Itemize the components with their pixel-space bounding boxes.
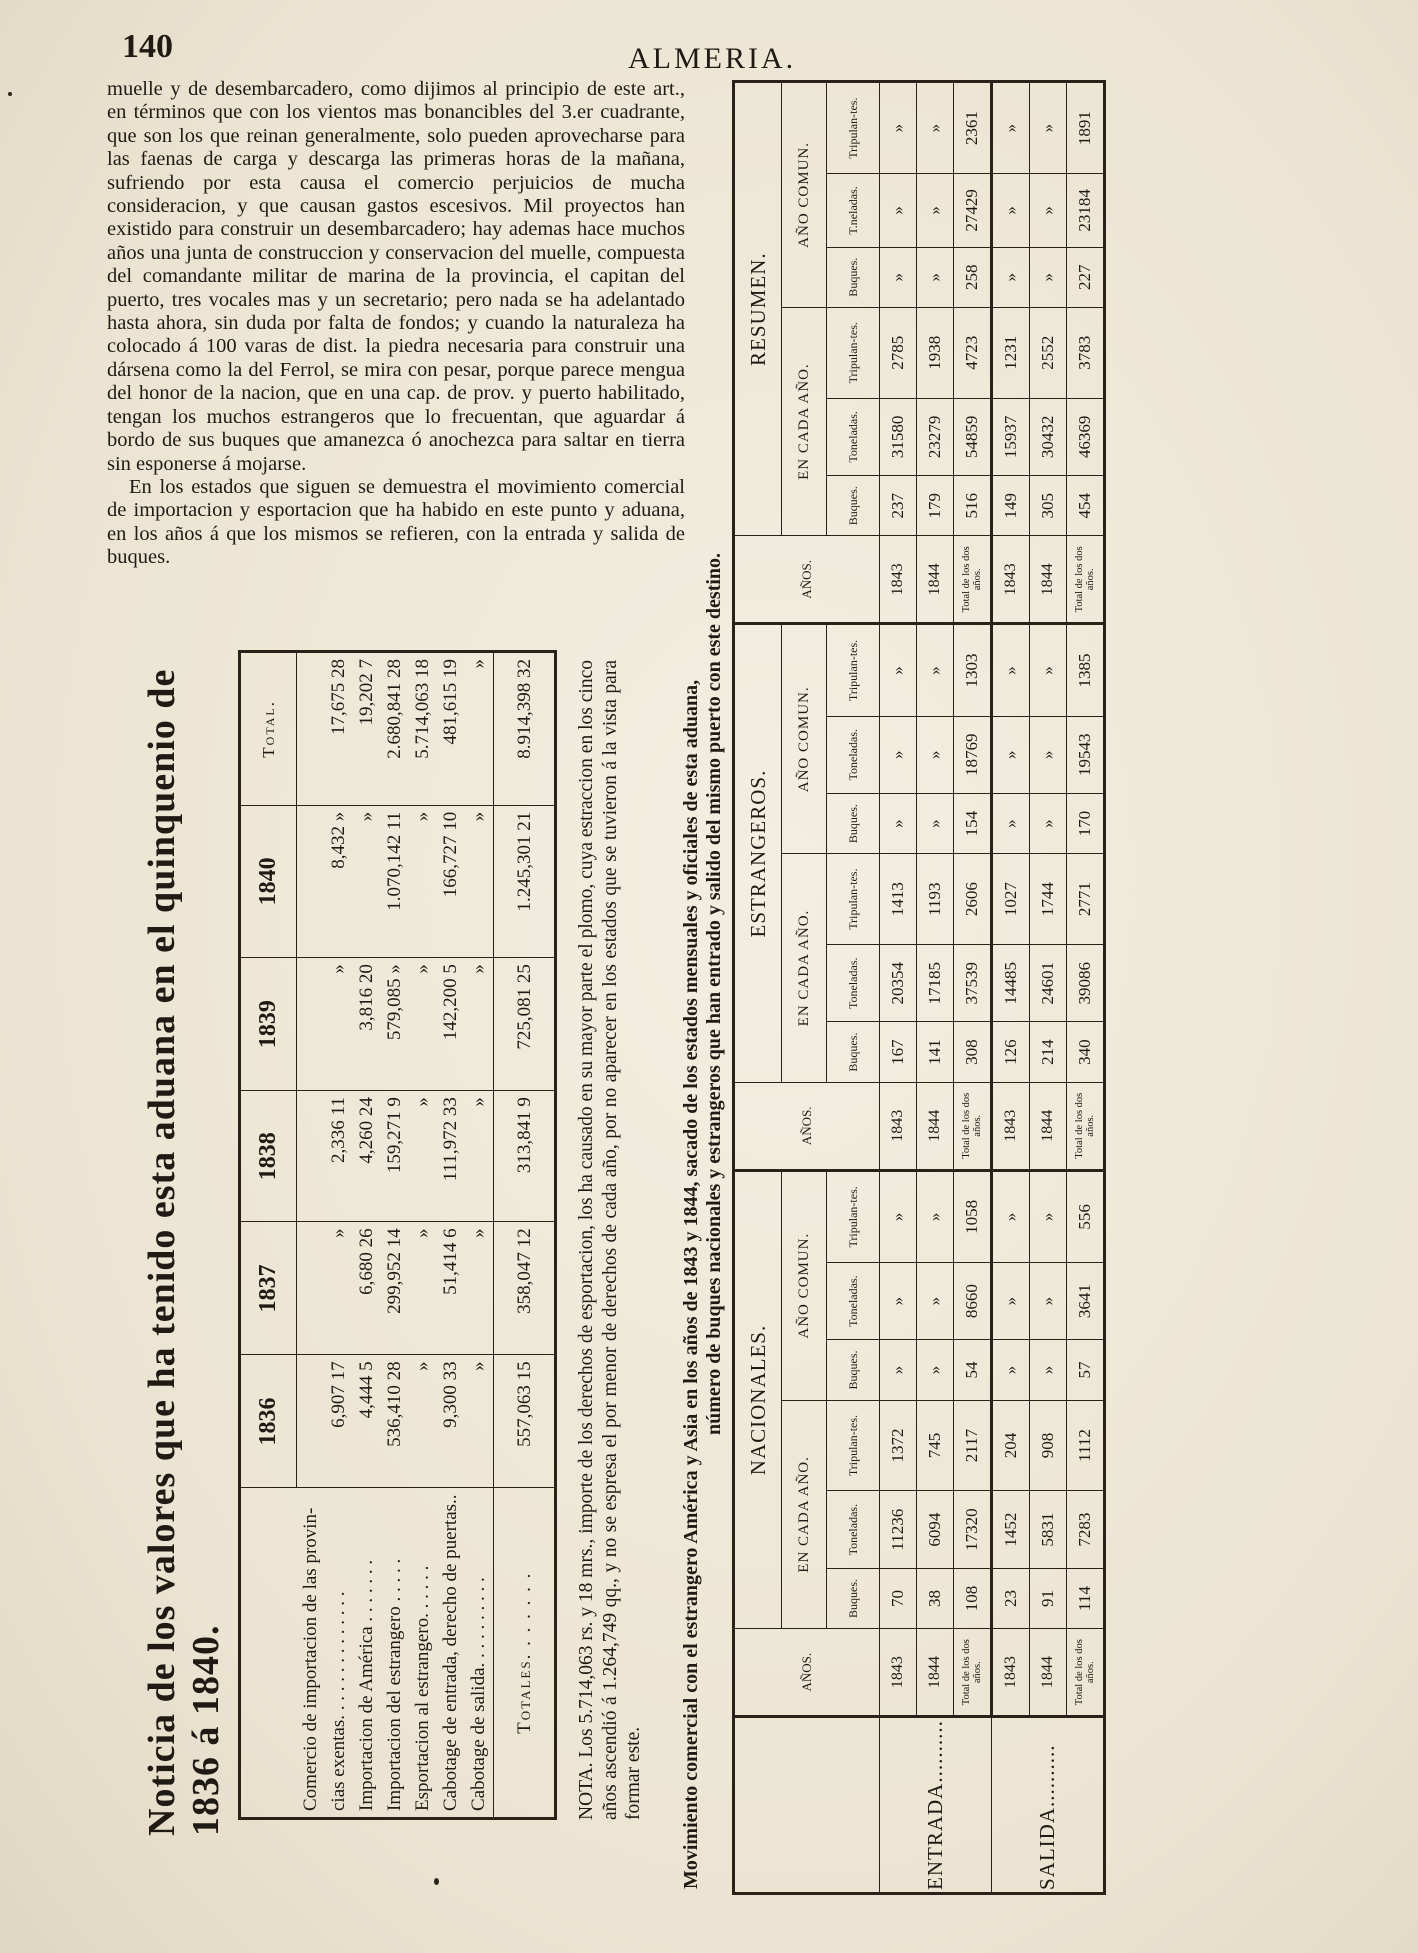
running-title: ALMERIA. — [628, 42, 797, 75]
table2-total-cell: 108 — [954, 1568, 992, 1628]
table2-cell: 908 — [1030, 1400, 1067, 1491]
table1-cell: » — [465, 652, 494, 806]
table2-col-header: Tripulan-tes. — [827, 1170, 880, 1262]
table1-cell — [297, 1222, 326, 1355]
table1-label-header — [240, 1488, 297, 1819]
table1-col-1837: 1837 — [240, 1222, 297, 1355]
customs-values-block — [140, 620, 680, 1840]
table1-cell — [297, 652, 326, 806]
table2-total-cell: 4723 — [954, 307, 992, 398]
table2-col-header: Tripulan-tes. — [827, 624, 880, 716]
table2-cell: 2552 — [1030, 307, 1067, 398]
table2-total-cell: 57 — [1067, 1340, 1105, 1400]
table1-cell: » — [409, 958, 437, 1091]
table1-total-cell: 8.914,398 32 — [494, 652, 556, 806]
table2-en-cada-ano: EN CADA AÑO. — [782, 854, 827, 1083]
table2-year: 1844 — [1030, 1082, 1067, 1170]
table2-cell: » — [992, 1340, 1030, 1400]
table2-total-label: Total de los dos años. — [954, 1629, 992, 1717]
table2-cell: 31580 — [880, 398, 917, 475]
table2-total-label: Total de los dos años. — [1067, 536, 1105, 624]
table2-cell: 1452 — [992, 1491, 1030, 1568]
table1-cell: 159,271 9 — [381, 1091, 409, 1222]
customs-values-table — [238, 650, 557, 1820]
table2-total-cell: 258 — [954, 247, 992, 307]
table1-cell: 3,816 20 — [353, 958, 381, 1091]
body-paragraph-2: En los estados que siguen se demuestra el movimiento comercial de importacion y esportacion que ha habido en este punto y aduana, en los años á que los mismos se refieren, con la entrada y salida de buques. — [107, 475, 685, 569]
table1-cell: » — [465, 1355, 494, 1488]
table2-year: 1844 — [917, 1082, 954, 1170]
table2-cell: » — [880, 624, 917, 716]
table2-en-cada-ano: EN CADA AÑO. — [782, 1400, 827, 1629]
table2-cell: 15937 — [992, 398, 1030, 475]
table2-cell: 126 — [992, 1022, 1030, 1082]
table1-cell: » — [409, 1091, 437, 1222]
table2-cell: 11236 — [880, 1491, 917, 1568]
table2-title — [680, 99, 726, 1889]
table2-cell: 24601 — [1030, 945, 1067, 1022]
ink-speck — [8, 92, 12, 96]
table2-total-cell: 2771 — [1067, 854, 1105, 945]
table2-year-row — [992, 82, 1030, 1894]
table2-col-header: Buques. — [827, 793, 880, 853]
table2-cell: » — [917, 1262, 954, 1339]
table2-total-cell: 1058 — [954, 1170, 992, 1262]
table1-cell: » — [353, 805, 381, 957]
table2-cell: 91 — [1030, 1568, 1067, 1628]
body-paragraph-1: muelle y de desembarcadero, como dijimos al principio de este art., en términos que con los vientos mas bonancibles del 3.er cuadrante, que son los que reinan generalmente, solo pueden aprovecharse para las faenas de carga y descarga las primeras horas de la mañana, sufriendo por esta causa el comercio perjuicios de mucha consideracion, y que causan gastos escesivos. Mil proyectos han existido para construir un desembarcadero; hay ademas hace muchos años una junta de construccion y conservacion del muelle, compuesta del comandante militar de marina de la provincia, el capitan del puerto, tres vocales mas y un secretario; pero nada se ha adelantado hasta ahora, sin duda por falta de fondos; y cuando la naturaleza ha colocado á 100 varas de dist. la piedra necesaria para construir una dársena como la del Ferrol, se mira con pesar, porque parece mengua del honor de la nacion, que en una cap. de prov. y puerto habilitado, tengan los muchos estrangeros que lo frecuentan, que aguardar á bordo de sus buques que amanezca ó anochezca para saltar en tierra sin esponerse á mojarse. — [107, 78, 685, 475]
table2-total-cell: 516 — [954, 476, 992, 536]
table2-cell: » — [1030, 1262, 1067, 1339]
table1-col-1840: 1840 — [240, 805, 297, 957]
table2-cell: » — [880, 716, 917, 793]
table2-col-header: Tripulan-tes. — [827, 307, 880, 398]
table2-cell: » — [1030, 624, 1067, 716]
table1-row — [437, 652, 465, 1819]
table1-total-cell: 1.245,301 21 — [494, 805, 556, 957]
table1-cell: 481,615 19 — [437, 652, 465, 806]
table2-year: 1844 — [917, 536, 954, 624]
table2-subgroup-row — [782, 82, 827, 1894]
table2-en-cada-ano: EN CADA AÑO. — [782, 307, 827, 536]
table2-cell: » — [1030, 1340, 1067, 1400]
table2-total-cell: 39086 — [1067, 945, 1105, 1022]
table2-group-resumen: RESUMEN. — [734, 82, 782, 536]
table1-total-cell: 358,047 12 — [494, 1222, 556, 1355]
table2-cell: 204 — [992, 1400, 1030, 1491]
table2-cell: 1372 — [880, 1400, 917, 1491]
table1-cell — [297, 958, 326, 1091]
table1-row — [325, 652, 353, 1819]
table1-row-label: Importacion de América . . . . . . . — [353, 1488, 381, 1819]
table2-title-line1: Movimiento comercial con el estrangero América y Asia en los años de 1843 y 1844, sacado de los estados mensuales y oficiales de esta aduana, — [680, 679, 702, 1889]
table2-total-cell: 2606 — [954, 854, 992, 945]
table2-section-label: SALIDA.......... — [992, 1717, 1105, 1894]
table2-cell: » — [992, 82, 1030, 174]
table2-cell: » — [992, 174, 1030, 247]
table2-total-cell: 27429 — [954, 174, 992, 247]
table1-cell: » — [465, 958, 494, 1091]
table2-cell: 1027 — [992, 854, 1030, 945]
table1-col-1839: 1839 — [240, 958, 297, 1091]
table1-body — [297, 652, 556, 1819]
table2-col-header: Buques. — [827, 247, 880, 307]
table2-col-header: Buques. — [827, 1340, 880, 1400]
table1-cell: 166,727 10 — [437, 805, 465, 957]
table2-col-header: Toneladas. — [827, 716, 880, 793]
table2-total-cell: 340 — [1067, 1022, 1105, 1082]
page-number: 140 — [122, 28, 173, 65]
table2-cell: » — [880, 247, 917, 307]
table2-section-label: ENTRADA.......... — [880, 1717, 992, 1894]
table2-total-cell: 170 — [1067, 793, 1105, 853]
table2-anos-header: AÑOS. — [734, 1629, 880, 1717]
table2-cell: » — [992, 247, 1030, 307]
table2-cell: 305 — [1030, 476, 1067, 536]
table2-cell: » — [1030, 247, 1067, 307]
table2-cell: » — [917, 1340, 954, 1400]
body-text — [107, 78, 685, 570]
table2-total-cell: 54859 — [954, 398, 992, 475]
table2-year: 1843 — [992, 536, 1030, 624]
table2-total-cell: 556 — [1067, 1170, 1105, 1262]
table2-total-label: Total de los dos años. — [954, 1082, 992, 1170]
table2-total-cell: 1112 — [1067, 1400, 1105, 1491]
table2-total-cell: 54 — [954, 1340, 992, 1400]
table1-cell: 142,200 5 — [437, 958, 465, 1091]
table2-total-label: Total de los dos años. — [954, 536, 992, 624]
table2-cell: 6094 — [917, 1491, 954, 1568]
table2-total-cell: 3783 — [1067, 307, 1105, 398]
table1-cell: 579,085 » — [381, 958, 409, 1091]
table1-cell: » — [465, 805, 494, 957]
table1-cell: 51,414 6 — [437, 1222, 465, 1355]
table2-ano-comun: AÑO COMUN. — [782, 1170, 827, 1400]
table2-cell: 141 — [917, 1022, 954, 1082]
table1-cell — [297, 1355, 326, 1488]
table1-col-total: Total. — [240, 652, 297, 806]
table1-total-cell: 557,063 15 — [494, 1355, 556, 1488]
table2-cell: » — [992, 793, 1030, 853]
table1-cell: 4,444 5 — [353, 1355, 381, 1488]
table1-col-1838: 1838 — [240, 1091, 297, 1222]
table1-row-label: Cabotage de salida. . . . . . . . . . — [465, 1488, 494, 1819]
table2-title-line2: número de buques nacionales y estrangeros que han entrado y salido del mismo puerto con este destino. — [703, 552, 725, 1436]
table2-cell: » — [1030, 1170, 1067, 1262]
table2-cell: 149 — [992, 476, 1030, 536]
table2-year: 1843 — [992, 1629, 1030, 1717]
table2-total-cell: 308 — [954, 1022, 992, 1082]
table2-total-cell: 19543 — [1067, 716, 1105, 793]
table2-cell: » — [917, 174, 954, 247]
table2-cell: 30432 — [1030, 398, 1067, 475]
table2-total-row — [1067, 82, 1105, 1894]
table2-cell: » — [1030, 82, 1067, 174]
table2-year: 1843 — [992, 1082, 1030, 1170]
commerce-movement-block — [680, 80, 1305, 1895]
table2-cell: » — [880, 1340, 917, 1400]
table1-row — [297, 652, 326, 1819]
table2-year-row — [917, 82, 954, 1894]
table2-cell: » — [1030, 716, 1067, 793]
table2-total-cell: 2361 — [954, 82, 992, 174]
table1-cell: 1.070,142 11 — [381, 805, 409, 957]
table2-cell: 745 — [917, 1400, 954, 1491]
table2-total-cell: 7283 — [1067, 1491, 1105, 1568]
ink-speck — [434, 1878, 439, 1885]
table1-note: NOTA. Los 5.714,063 rs. y 18 mrs., importe de los derechos de esportacion, los ha causado en su mayor parte el plomo, cuya estraccion en los cinco años ascendió á 1.264,749 qq., y no se espresa el por menor de derechos de cada año, por no aparecer en los estados que se tuvieron á la vista para formar este. — [576, 660, 644, 1820]
table2-year: 1843 — [880, 1082, 917, 1170]
table2-anos-header: AÑOS. — [734, 1082, 880, 1170]
table2-group-row — [734, 82, 782, 1894]
table2-total-label: Total de los dos años. — [1067, 1082, 1105, 1170]
table2-cell: » — [917, 624, 954, 716]
table1-cell: 5.714,063 18 — [409, 652, 437, 806]
table1-totals-row — [494, 652, 556, 1819]
table2-total-cell: 46369 — [1067, 398, 1105, 475]
table2-cell: 70 — [880, 1568, 917, 1628]
table1-cell: 9,300 33 — [437, 1355, 465, 1488]
table1-row — [353, 652, 381, 1819]
table1-row — [381, 652, 409, 1819]
table1-row-label: cias exentas. . . . . . . . . . . . . . — [325, 1488, 353, 1819]
table2-head — [734, 82, 880, 1894]
table2-cell: » — [880, 174, 917, 247]
table2-cell: 1413 — [880, 854, 917, 945]
table1-cell: » — [325, 1222, 353, 1355]
table2-cell: » — [992, 716, 1030, 793]
table1-cell: 111,972 33 — [437, 1091, 465, 1222]
table1-cell: 19,202 7 — [353, 652, 381, 806]
table2-ano-comun: AÑO COMUN. — [782, 624, 827, 854]
table2-cell: 38 — [917, 1568, 954, 1628]
table2-cell: » — [992, 1170, 1030, 1262]
table2-cell: » — [1030, 174, 1067, 247]
table2-col-header: Toneladas. — [827, 945, 880, 1022]
table2-cell: » — [992, 624, 1030, 716]
table2-year: 1844 — [917, 1629, 954, 1717]
table1-total-cell: 313,841 9 — [494, 1091, 556, 1222]
table2-total-cell: 8660 — [954, 1262, 992, 1339]
table2-cell: 237 — [880, 476, 917, 536]
table2-cell: » — [880, 1262, 917, 1339]
table2-cell: » — [917, 247, 954, 307]
table2-cell: 1744 — [1030, 854, 1067, 945]
table2-cell: » — [880, 793, 917, 853]
table1-cell: 6,680 26 — [353, 1222, 381, 1355]
table1-cell: » — [409, 1222, 437, 1355]
table1-cell: 2,336 11 — [325, 1091, 353, 1222]
table2-cell: » — [917, 82, 954, 174]
table2-total-cell: 1303 — [954, 624, 992, 716]
table2-total-label: Total de los dos años. — [1067, 1629, 1105, 1717]
table2-total-cell: 3641 — [1067, 1262, 1105, 1339]
table2-corner — [734, 1717, 880, 1894]
table2-col-header: Toneladas. — [827, 1491, 880, 1568]
table2-cell: 17185 — [917, 945, 954, 1022]
table2-col-header: Toneladas. — [827, 1262, 880, 1339]
table2-total-cell: 114 — [1067, 1568, 1105, 1628]
table1-cell: » — [465, 1222, 494, 1355]
table1-row — [409, 652, 437, 1819]
table2-cell: 214 — [1030, 1022, 1067, 1082]
table1-row-label: Cabotage de entrada, derecho de puertas.. — [437, 1488, 465, 1819]
table2-cell: » — [880, 1170, 917, 1262]
table1-cell: 2.680,841 28 — [381, 652, 409, 806]
table1-row-label: Esportacion al estrangero. . . . . . — [409, 1488, 437, 1819]
commerce-movement-table — [732, 80, 1106, 1895]
table1-cell — [297, 805, 326, 957]
table2-anos-header: AÑOS. — [734, 536, 880, 624]
table2-col-header: Buques. — [827, 1022, 880, 1082]
table2-total-cell: 17320 — [954, 1491, 992, 1568]
table2-year: 1844 — [1030, 536, 1067, 624]
table2-year: 1844 — [1030, 1629, 1067, 1717]
table2-col-header: Tripulan-tes. — [827, 1400, 880, 1491]
table1-cell: 4,260 24 — [353, 1091, 381, 1222]
table1-total-cell: 725,081 25 — [494, 958, 556, 1091]
table2-year: 1843 — [880, 1629, 917, 1717]
table2-year-row — [1030, 82, 1067, 1894]
table2-cell: » — [880, 82, 917, 174]
table2-col-header: Buques. — [827, 1568, 880, 1628]
table2-total-cell: 227 — [1067, 247, 1105, 307]
table2-total-row — [954, 82, 992, 1894]
table2-cell: 2785 — [880, 307, 917, 398]
table2-year-row — [880, 82, 917, 1894]
table1-cell: 17,675 28 — [325, 652, 353, 806]
table2-col-header: Toneladas. — [827, 398, 880, 475]
table1-cell: 8,432 » — [325, 805, 353, 957]
table2-col-header: Tripulan-tes. — [827, 854, 880, 945]
table2-cell: » — [917, 716, 954, 793]
table2-cell: 14485 — [992, 945, 1030, 1022]
table2-cell: 1938 — [917, 307, 954, 398]
table1-cell: » — [325, 958, 353, 1091]
table1-cell: » — [409, 1355, 437, 1488]
table1-cell — [297, 1091, 326, 1222]
table1-cell: 536,410 28 — [381, 1355, 409, 1488]
table1-col-1836: 1836 — [240, 1355, 297, 1488]
table2-total-cell: 37539 — [954, 945, 992, 1022]
table1-cell: » — [465, 1091, 494, 1222]
table2-cell: 5831 — [1030, 1491, 1067, 1568]
table2-cell: » — [917, 793, 954, 853]
table1-row — [465, 652, 494, 1819]
table2-group-nacionales: NACIONALES. — [734, 1170, 782, 1628]
table1-title: Noticia de los valores que ha tenido esta aduana en el quinquenio de 1836 á 1840. — [141, 668, 227, 1836]
table2-body — [880, 82, 1105, 1894]
table2-cell: 20354 — [880, 945, 917, 1022]
table2-total-cell: 454 — [1067, 476, 1105, 536]
table1-cell: 299,952 14 — [381, 1222, 409, 1355]
table2-column-row — [827, 82, 880, 1894]
table1-totals-label: Totales. . . . . . . — [494, 1488, 556, 1819]
table1-cell: 6,907 17 — [325, 1355, 353, 1488]
table2-cell: 1231 — [992, 307, 1030, 398]
table2-total-cell: 18769 — [954, 716, 992, 793]
table2-total-cell: 1891 — [1067, 82, 1105, 174]
table2-col-header: T.neladas. — [827, 174, 880, 247]
table2-cell: 23279 — [917, 398, 954, 475]
table2-total-cell: 1385 — [1067, 624, 1105, 716]
table2-cell: 23 — [992, 1568, 1030, 1628]
table2-year: 1843 — [880, 536, 917, 624]
table1-row-label: Comercio de importacion de las provin- — [297, 1488, 326, 1819]
table1-row-label: Importacion del estrangero . . . . . — [381, 1488, 409, 1819]
table1-header-row — [240, 652, 297, 1819]
table2-total-cell: 23184 — [1067, 174, 1105, 247]
table2-total-cell: 154 — [954, 793, 992, 853]
table2-col-header: Buques. — [827, 476, 880, 536]
table2-cell: 167 — [880, 1022, 917, 1082]
table2-col-header: Tripulan-tes. — [827, 82, 880, 174]
table1-cell: » — [409, 805, 437, 957]
table2-cell: 179 — [917, 476, 954, 536]
table2-cell: » — [992, 1262, 1030, 1339]
table2-cell: 1193 — [917, 854, 954, 945]
table2-total-cell: 2117 — [954, 1400, 992, 1491]
table2-group-estrangeros: ESTRANGEROS. — [734, 624, 782, 1082]
table2-cell: » — [917, 1170, 954, 1262]
table2-cell: » — [1030, 793, 1067, 853]
table2-ano-comun: AÑO COMUN. — [782, 82, 827, 308]
